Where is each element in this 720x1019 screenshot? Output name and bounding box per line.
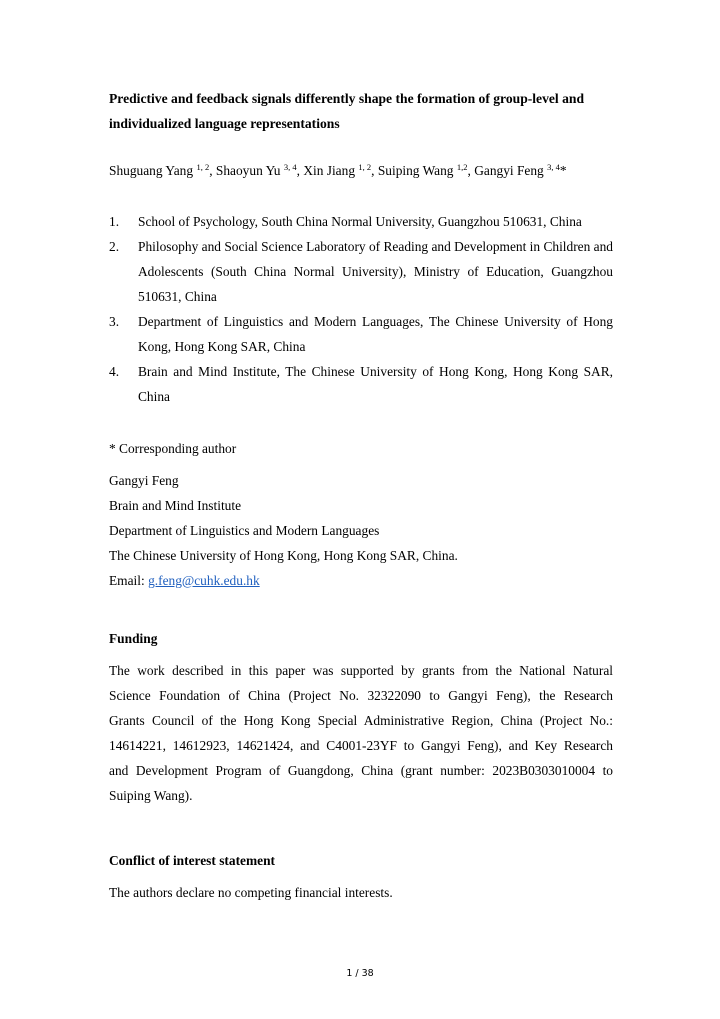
author-affiliation: 1,2 [456, 162, 468, 172]
email-link[interactable]: g.feng@cuhk.edu.hk [148, 573, 260, 588]
corresponding-university: The Chinese University of Hong Kong, Hong Kong SAR, China. [109, 548, 458, 563]
affiliation-text: Philosophy and Social Science Laboratory of Reading and Development in Children and Adolescents (South China Normal University), Ministry of Education, Guangzhou 510631, China [138, 239, 613, 304]
affiliation-number: 1. [109, 214, 120, 229]
corresponding-name: Gangyi Feng [109, 473, 179, 488]
conflict-heading: Conflict of interest statement [109, 853, 275, 868]
funding-line: Science Foundation of China (Project No. 32322090 to Gangyi Feng), the Research [109, 688, 613, 703]
author-affiliation: 1, 2 [358, 162, 372, 172]
affiliation-item [109, 234, 613, 309]
author-separator: , [371, 163, 378, 178]
author-name: Shaoyun Yu [215, 163, 281, 178]
affiliation-item [109, 359, 613, 409]
corresponding-label: * Corresponding author [109, 441, 237, 456]
affiliation-text: Brain and Mind Institute, The Chinese University of Hong Kong, Hong Kong SAR, China [138, 364, 613, 404]
affiliation-number: 4. [109, 364, 120, 379]
conflict-section [109, 848, 613, 905]
affiliation-text: Department of Linguistics and Modern Languages, The Chinese University of Hong Kong, Hong Kong SAR, China [138, 314, 613, 354]
affiliation-number: 3. [109, 314, 120, 329]
author-separator: , [467, 163, 475, 178]
author-affiliation: 1, 2 [196, 162, 210, 172]
affiliation-item [109, 309, 613, 359]
funding-line: Grants Council of the Hong Kong Special Administrative Region, China (Project No.: [109, 713, 613, 728]
affiliation-number: 2. [109, 239, 120, 254]
author-separator: , [296, 163, 304, 178]
author-separator: , [209, 163, 216, 178]
funding-paragraph [109, 658, 613, 808]
funding-heading: Funding [109, 631, 158, 646]
funding-line: 14614221, 14612923, 14621424, and C4001-23YF to Gangyi Feng), and Key Research [109, 738, 613, 753]
funding-line: The work described in this paper was supported by grants from the National Natural [109, 663, 613, 678]
author-name: Xin Jiang [303, 163, 356, 178]
corresponding-department: Department of Linguistics and Modern Languages [109, 523, 380, 538]
author-separator: * [559, 163, 567, 178]
author-list [109, 160, 629, 182]
author-affiliation: 3, 4 [547, 162, 560, 172]
email-label: Email: [109, 573, 149, 588]
author-affiliation: 3, 4 [283, 162, 297, 172]
author-name: Shuguang Yang [109, 163, 194, 178]
funding-section [109, 626, 613, 808]
conflict-text: The authors declare no competing financial interests. [109, 885, 393, 900]
affiliation-text: School of Psychology, South China Normal University, Guangzhou 510631, China [138, 214, 582, 229]
author-name: Gangyi Feng [474, 163, 544, 178]
page-number: 1 / 38 [346, 968, 374, 979]
funding-line: Suiping Wang). [109, 788, 193, 803]
corresponding-email-line [109, 568, 613, 593]
corresponding-author-block [109, 436, 613, 593]
affiliation-list [109, 209, 613, 409]
corresponding-institute: Brain and Mind Institute [109, 498, 242, 513]
paper-title: Predictive and feedback signals differently shape the formation of group-level and individualized language representations [109, 91, 585, 131]
funding-line: and Development Program of Guangdong, China (grant number: 2023B0303010004 to [109, 763, 613, 778]
author-name: Suiping Wang [377, 163, 454, 178]
affiliation-item [109, 209, 613, 234]
